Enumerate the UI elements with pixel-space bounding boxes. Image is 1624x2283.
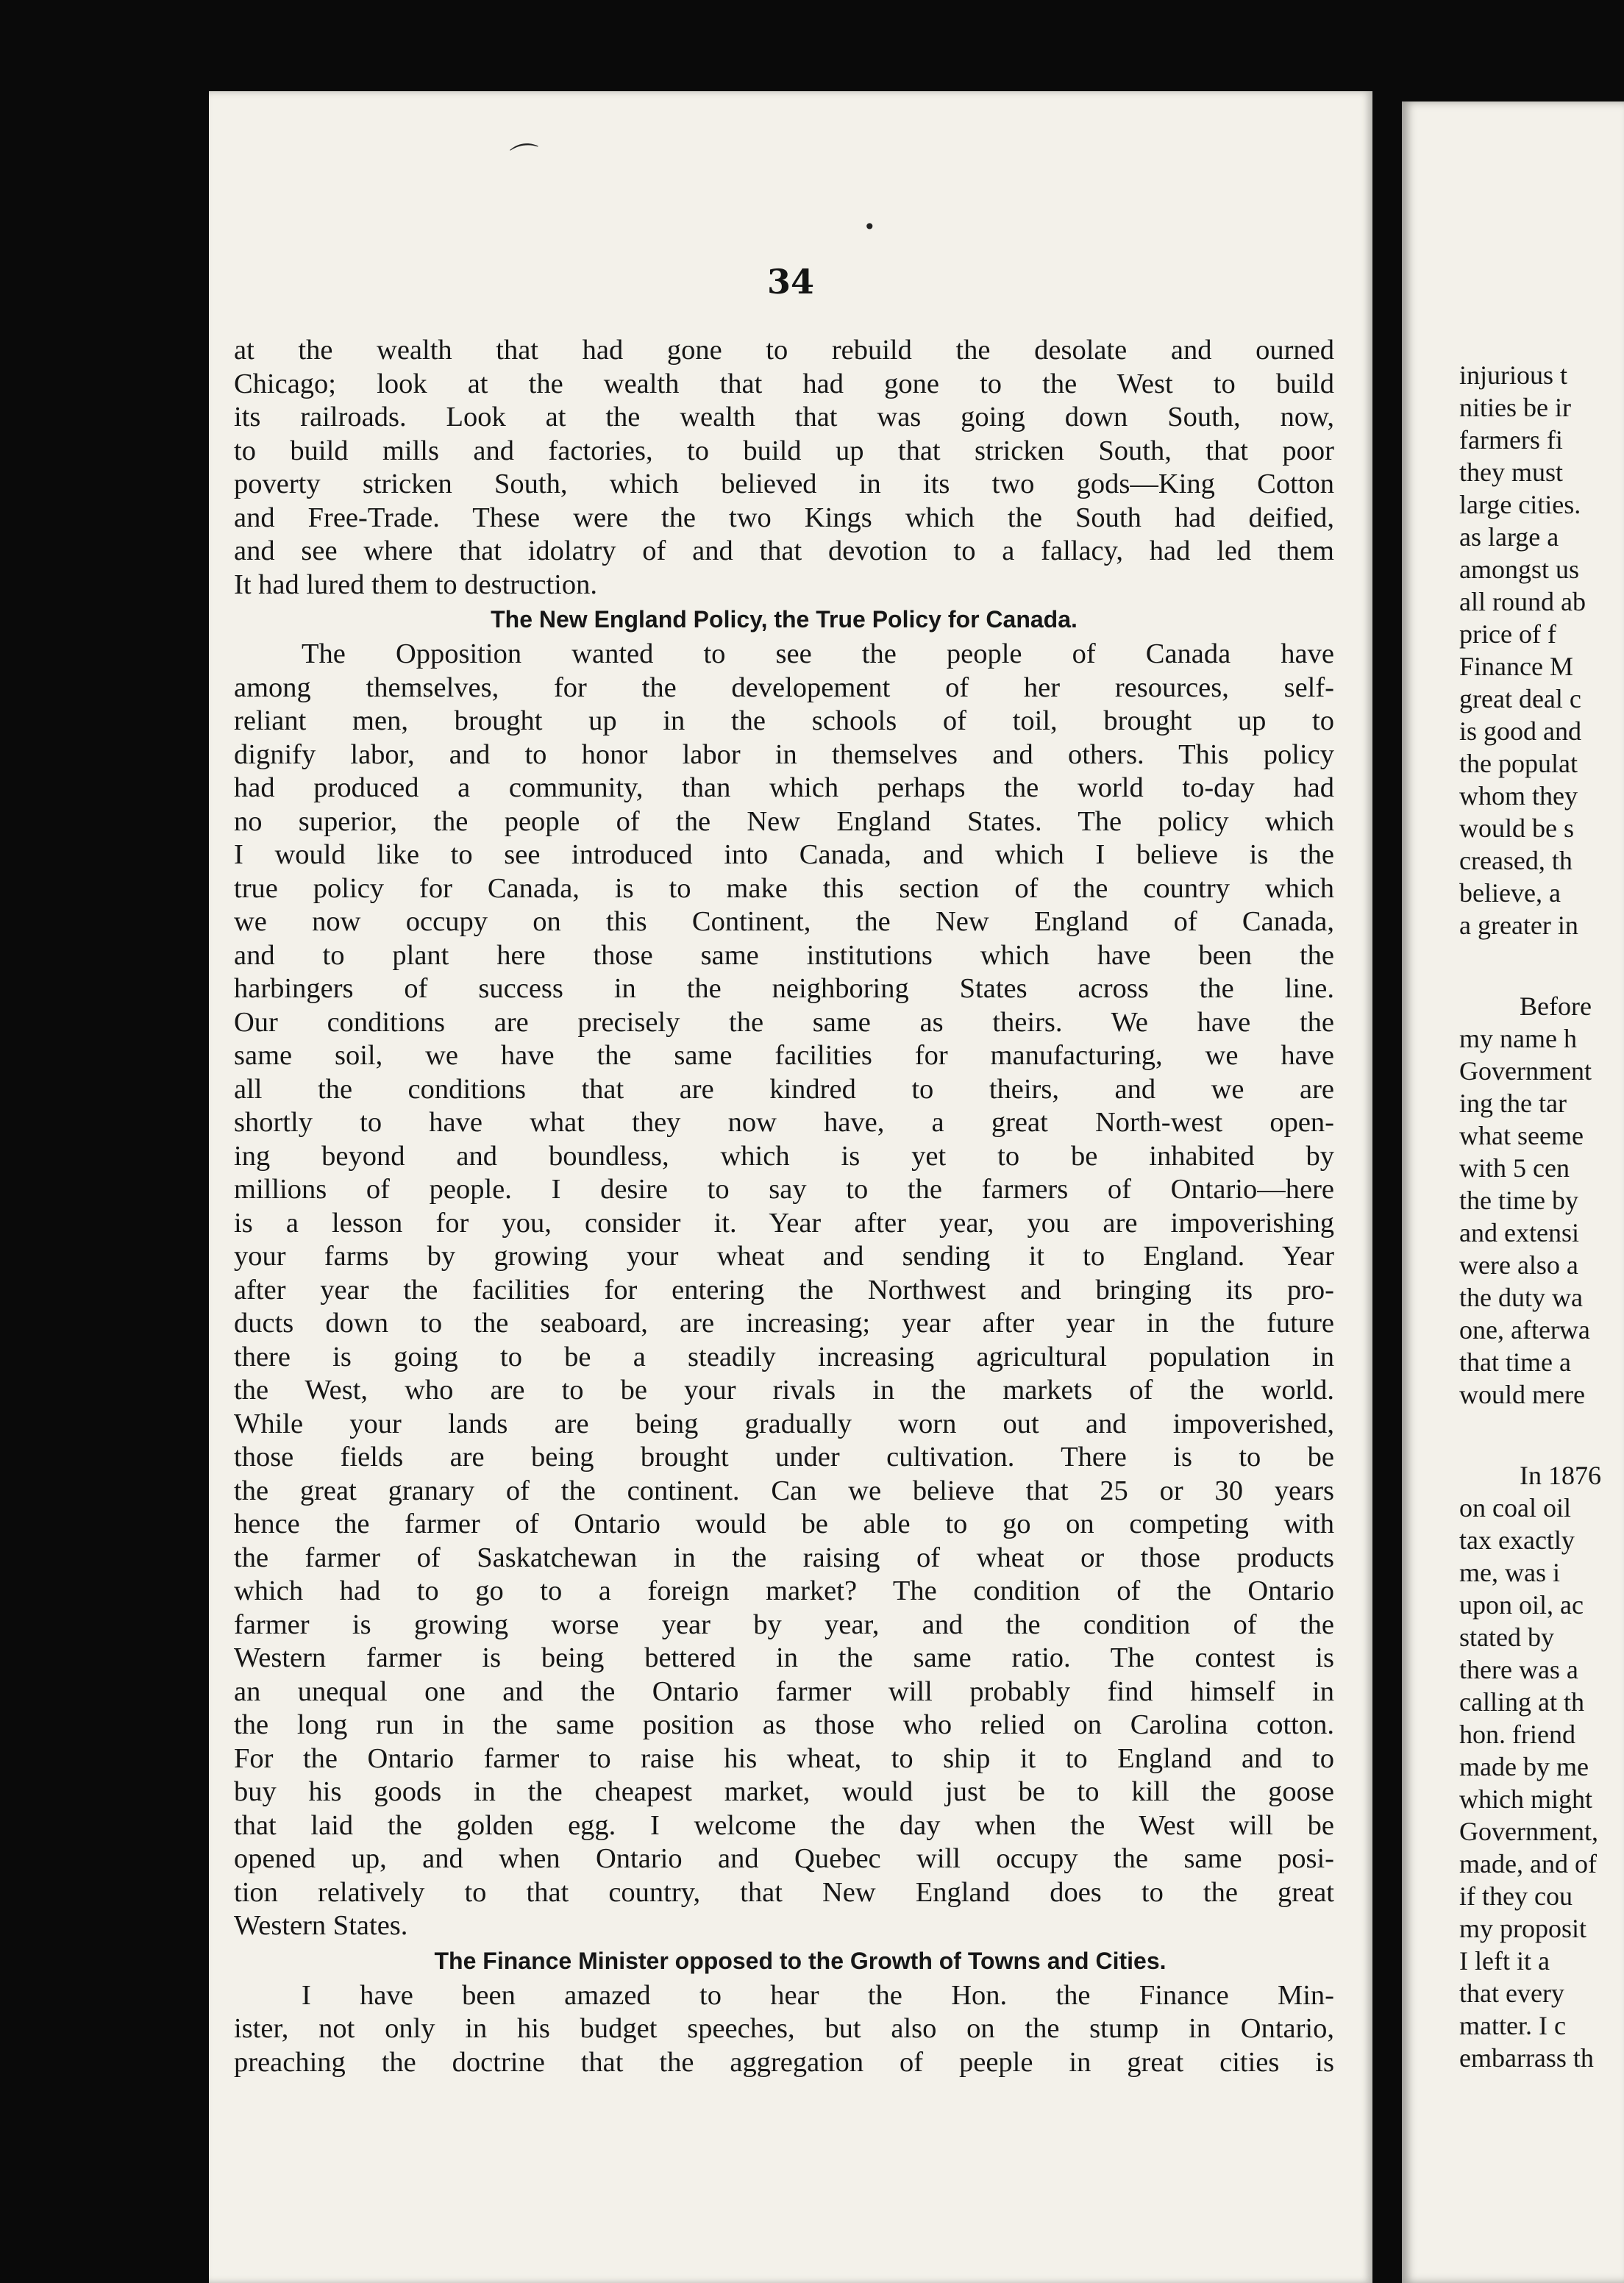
text-line: would be s [1459,813,1574,843]
text-line: were also a [1459,1250,1578,1280]
text-line: same soil, we have the same facilities for manufacturing, we have [234,1040,1334,1071]
text-line: which might [1459,1784,1592,1814]
text-line: that every [1459,1979,1564,2008]
text-line: the time by [1459,1186,1578,1215]
text-line: I have been amazed to hear the Hon. the Finance Min- [302,1979,1334,2011]
text-line: creased, th [1459,846,1573,875]
text-line: the great granary of the continent. Can we believe that 25 or 30 years [234,1475,1334,1506]
text-line: true policy for Canada, is to make this section of the country which [234,872,1334,904]
text-line: if they cou [1459,1881,1573,1911]
text-line: we now occupy on this Continent, the New England of Canada, [234,906,1334,937]
text-line: the long run in the same position as those who relied on Carolina cotton. [234,1709,1334,1740]
text-line: In 1876 [1520,1461,1601,1490]
text-line: preaching the doctrine that the aggregation of peeple in great cities is [234,2046,1334,2078]
text-line: made by me [1459,1752,1589,1781]
text-line: whom they [1459,781,1578,811]
text-line: injurious t [1459,360,1568,390]
text-line: my name h [1459,1024,1577,1053]
text-line: would mere [1459,1380,1585,1409]
text-line: Before [1520,991,1592,1021]
text-line: amongst us [1459,555,1580,584]
text-line: is a lesson for you, consider it. Year after year, you are impoverishing [234,1207,1334,1239]
text-line: The Opposition wanted to see the people of Canada have [302,638,1334,669]
text-line: the duty wa [1459,1283,1583,1312]
right-page-text [1459,359,1624,2074]
text-line: what seeme [1459,1121,1584,1150]
text-line: I would like to see introduced into Canada, and which I believe is the [234,839,1334,870]
text-line: buy his goods in the cheapest market, would just be to kill the goose [234,1776,1334,1807]
text-line: as large a [1459,522,1559,552]
text-line: they must [1459,457,1563,487]
text-line: great deal c [1459,684,1581,713]
left-page-text [234,334,1334,2079]
text-line: with 5 cen [1459,1153,1570,1183]
text-line: one, afterwa [1459,1315,1590,1344]
text-line: on coal oil [1459,1493,1571,1522]
text-line: matter. I c [1459,2011,1566,2040]
text-line: millions of people. I desire to say to the farmers of Ontario—here [234,1174,1334,1205]
text-line: all round ab [1459,587,1586,616]
text-line: believe, a [1459,878,1561,908]
text-line: all the conditions that are kindred to theirs, and we are [234,1073,1334,1105]
text-line: ducts down to the seaboard, are increasing; year after year in the future [234,1308,1334,1339]
text-line: is good and [1459,716,1581,746]
text-line: I left it a [1459,1946,1550,1976]
text-line: opened up, and when Ontario and Quebec will occupy the same posi- [234,1843,1334,1874]
text-line: ing beyond and boundless, which is yet to be inhabited by [234,1140,1334,1172]
text-line: upon oil, ac [1459,1590,1584,1620]
text-line: an unequal one and the Ontario farmer will probably find himself in [234,1675,1334,1707]
text-line: your farms by growing your wheat and sending it to England. Year [234,1241,1334,1272]
text-line: poverty stricken South, which believed in its two gods—King Cotton [234,469,1334,499]
text-line: that laid the golden egg. I welcome the day when the West will be [234,1809,1334,1841]
text-line: those fields are being brought under cultivation. There is to be [234,1442,1334,1472]
text-line: Finance M [1459,652,1573,681]
text-line: Chicago; look at the wealth that had gone to the West to build [234,368,1334,399]
text-line: its railroads. Look at the wealth that was going down South, now, [234,402,1334,432]
left-page [209,91,1372,2283]
text-line: calling at th [1459,1687,1584,1717]
text-line: there is going to be a steadily increasing agricultural population in [234,1341,1334,1372]
text-line: harbingers of success in the neighboring States across the line. [234,973,1334,1004]
text-line: large cities. [1459,490,1581,519]
text-line: and extensi [1459,1218,1579,1247]
text-line: at the wealth that had gone to rebuild the desolate and ourned [234,335,1334,366]
text-line: Government [1459,1056,1592,1086]
text-line: no superior, the people of the New England States. The policy which [234,805,1334,837]
text-line: dignify labor, and to honor labor in themselves and others. This policy [234,738,1334,770]
text-line: ister, not only in his budget speeches, but also on the stump in Ontario, [234,2013,1334,2044]
text-line: had produced a community, than which perhaps the world to-day had [234,772,1334,803]
text-line: Government, [1459,1817,1598,1846]
dot-mark: • [863,215,876,239]
text-line: the populat [1459,749,1578,778]
section-heading: The Finance Minister opposed to the Growth of Towns and Cities. [434,1947,1167,1974]
text-line: hence the farmer of Ontario would be able to go on competing with [234,1509,1334,1539]
text-line: after year the facilities for entering the Northwest and bringing its pro- [234,1274,1334,1306]
text-line: It had lured them to destruction. [234,569,597,600]
section-heading: The New England Policy, the True Policy for Canada. [491,606,1078,633]
text-line: stated by [1459,1623,1554,1652]
text-line: the farmer of Saskatchewan in the raising of wheat or those products [234,1542,1334,1573]
page-number: 34 [766,262,814,302]
text-line: While your lands are being gradually worn out and impoverished, [234,1408,1334,1439]
text-line: Western States. [234,1910,408,1941]
text-line: embarrass th [1459,2043,1594,2073]
text-line: price of f [1459,619,1556,649]
text-line: tion relatively to that country, that New England does to the great [234,1876,1334,1908]
text-line: For the Ontario farmer to raise his wheat, to ship it to England and to [234,1742,1334,1774]
text-line: nities be ir [1459,393,1571,422]
text-line: my proposit [1459,1914,1587,1943]
text-line: and Free-Trade. These were the two Kings which the South had deified, [234,502,1334,533]
text-line: and see where that idolatry of and that devotion to a fallacy, had led them [234,535,1334,566]
text-line: shortly to have what they now have, a great North-west open- [234,1107,1334,1138]
text-line: which had to go to a foreign market? The condition of the Ontario [234,1575,1334,1606]
text-line: Our conditions are precisely the same as theirs. We have the [234,1006,1334,1038]
text-line: that time a [1459,1347,1571,1377]
text-line: hon. friend [1459,1720,1575,1749]
text-line: there was a [1459,1655,1578,1684]
text-line: the West, who are to be your rivals in the markets of the world. [234,1375,1334,1406]
text-line: me, was i [1459,1558,1560,1587]
text-line: and to plant here those same institutions which have been the [234,939,1334,971]
pencil-mark: ⌒ [508,140,543,178]
text-line: ing the tar [1459,1089,1567,1118]
text-line: among themselves, for the developement of her resources, self- [234,672,1334,703]
text-line: to build mills and factories, to build up that stricken South, that poor [234,435,1334,466]
text-line: tax exactly [1459,1525,1575,1555]
text-line: farmers fi [1459,425,1563,455]
text-line: a greater in [1459,911,1578,940]
right-page [1402,101,1624,2283]
text-line: made, and of [1459,1849,1597,1878]
text-line: farmer is growing worse year by year, and the condition of the [234,1609,1334,1640]
text-line: reliant men, brought up in the schools of toil, brought up to [234,705,1334,736]
text-line: Western farmer is being bettered in the same ratio. The contest is [234,1642,1334,1673]
